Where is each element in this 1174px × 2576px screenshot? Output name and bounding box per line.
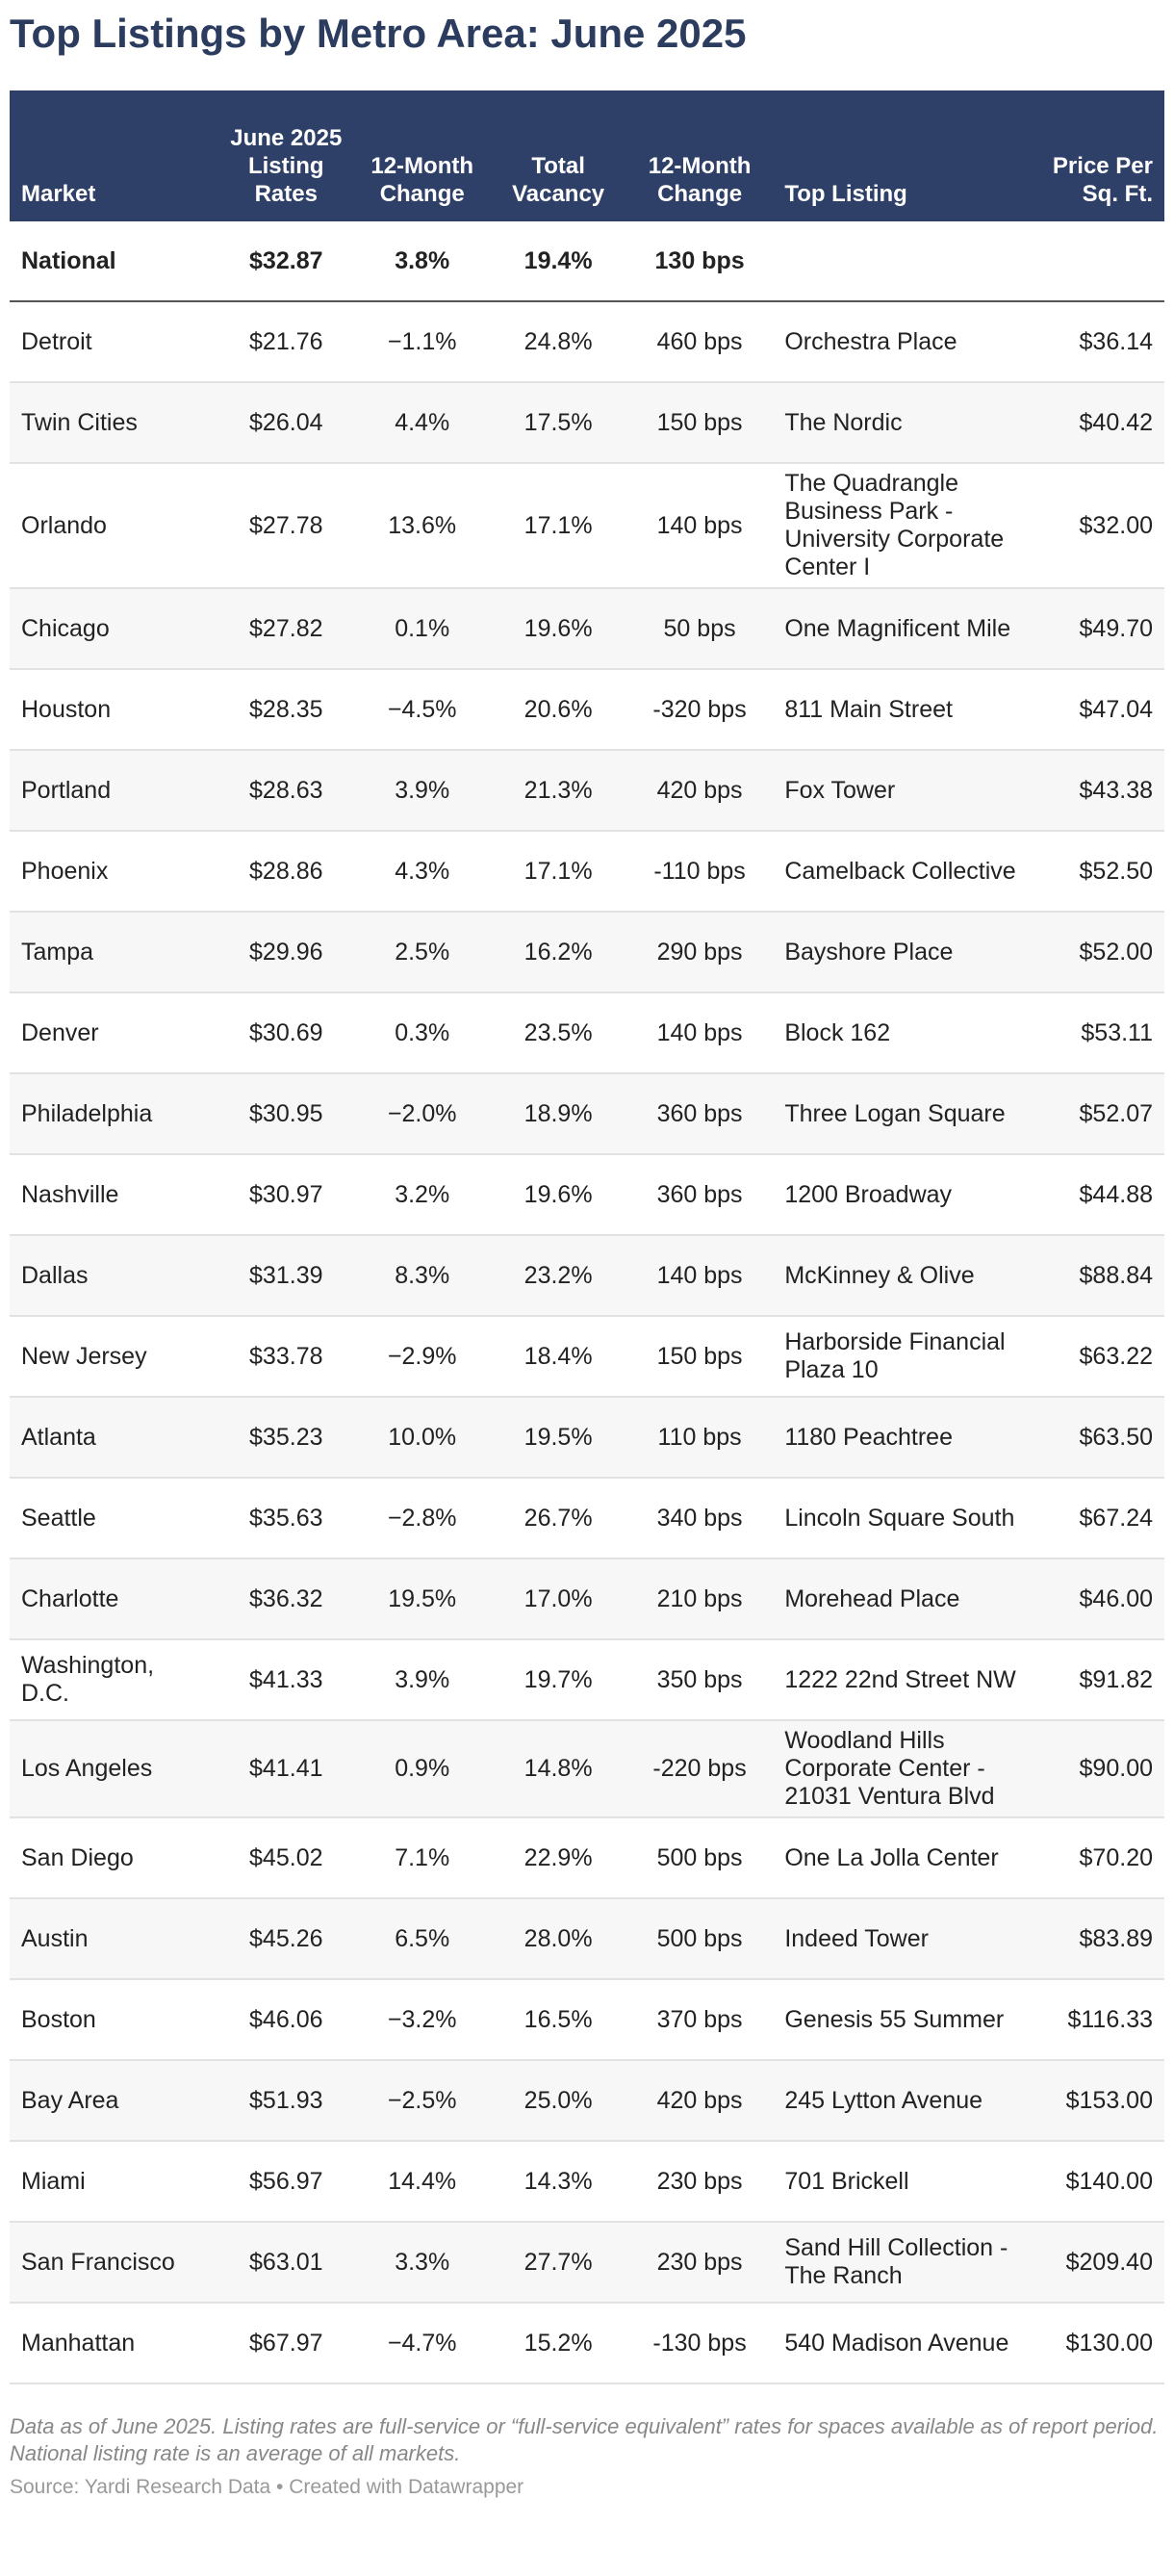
- cell-price-per-sqft: $140.00: [1036, 2141, 1164, 2222]
- cell-rate-change: 0.1%: [354, 588, 490, 669]
- cell-rate-change: 0.9%: [354, 1720, 490, 1817]
- cell-market: Atlanta: [10, 1397, 218, 1478]
- table-header-row: [10, 90, 1164, 221]
- cell-rate-change: −2.9%: [354, 1316, 490, 1397]
- table-row: [10, 1073, 1164, 1154]
- table-row: [10, 1397, 1164, 1478]
- cell-vacancy-change: 140 bps: [626, 1235, 773, 1316]
- cell-vacancy-change: -320 bps: [626, 669, 773, 750]
- cell-market: San Diego: [10, 1817, 218, 1898]
- cell-vacancy-change: 230 bps: [626, 2141, 773, 2222]
- cell-price-per-sqft: $90.00: [1036, 1720, 1164, 1817]
- cell-listing-rate: $32.87: [218, 221, 354, 301]
- cell-rate-change: 4.4%: [354, 382, 490, 463]
- header-total-vacancy[interactable]: Total Vacancy: [490, 90, 625, 221]
- table-row: [10, 1478, 1164, 1558]
- cell-vacancy-change: 140 bps: [626, 992, 773, 1073]
- cell-rate-change: 19.5%: [354, 1558, 490, 1639]
- cell-vacancy-change: 420 bps: [626, 2060, 773, 2141]
- cell-listing-rate: $41.41: [218, 1720, 354, 1817]
- cell-market: Miami: [10, 2141, 218, 2222]
- cell-total-vacancy: 21.3%: [490, 750, 625, 831]
- cell-listing-rate: $27.78: [218, 463, 354, 588]
- cell-price-per-sqft: $63.50: [1036, 1397, 1164, 1478]
- cell-vacancy-change: 340 bps: [626, 1478, 773, 1558]
- cell-rate-change: 0.3%: [354, 992, 490, 1073]
- cell-total-vacancy: 14.8%: [490, 1720, 625, 1817]
- cell-rate-change: 10.0%: [354, 1397, 490, 1478]
- table-row: [10, 1235, 1164, 1316]
- cell-vacancy-change: 130 bps: [626, 221, 773, 301]
- cell-top-listing: Bayshore Place: [773, 912, 1036, 992]
- cell-top-listing: Fox Tower: [773, 750, 1036, 831]
- cell-vacancy-change: 290 bps: [626, 912, 773, 992]
- table-row: [10, 831, 1164, 912]
- header-vacancy-change[interactable]: 12-Month Change: [626, 90, 773, 221]
- cell-vacancy-change: 500 bps: [626, 1817, 773, 1898]
- national-row: [10, 221, 1164, 301]
- cell-top-listing: 1200 Broadway: [773, 1154, 1036, 1235]
- table-body: [10, 221, 1164, 2383]
- table-row: [10, 1720, 1164, 1817]
- cell-rate-change: −2.0%: [354, 1073, 490, 1154]
- cell-top-listing: Block 162: [773, 992, 1036, 1073]
- cell-listing-rate: $46.06: [218, 1979, 354, 2060]
- cell-listing-rate: $35.63: [218, 1478, 354, 1558]
- table-row: [10, 1817, 1164, 1898]
- table-row: [10, 2303, 1164, 2383]
- cell-rate-change: 7.1%: [354, 1817, 490, 1898]
- cell-price-per-sqft: $67.24: [1036, 1478, 1164, 1558]
- cell-rate-change: 3.8%: [354, 221, 490, 301]
- cell-total-vacancy: 16.5%: [490, 1979, 625, 2060]
- cell-market: Dallas: [10, 1235, 218, 1316]
- header-listing-rates[interactable]: June 2025 Listing Rates: [218, 90, 354, 221]
- cell-price-per-sqft: $63.22: [1036, 1316, 1164, 1397]
- cell-top-listing: One Magnificent Mile: [773, 588, 1036, 669]
- cell-top-listing: Morehead Place: [773, 1558, 1036, 1639]
- cell-vacancy-change: 350 bps: [626, 1639, 773, 1720]
- cell-rate-change: 13.6%: [354, 463, 490, 588]
- cell-market: Los Angeles: [10, 1720, 218, 1817]
- cell-total-vacancy: 16.2%: [490, 912, 625, 992]
- cell-vacancy-change: -220 bps: [626, 1720, 773, 1817]
- cell-price-per-sqft: $52.50: [1036, 831, 1164, 912]
- cell-total-vacancy: 28.0%: [490, 1898, 625, 1979]
- cell-market: Denver: [10, 992, 218, 1073]
- cell-total-vacancy: 25.0%: [490, 2060, 625, 2141]
- cell-vacancy-change: 230 bps: [626, 2222, 773, 2303]
- cell-price-per-sqft: [1036, 221, 1164, 301]
- cell-total-vacancy: 19.7%: [490, 1639, 625, 1720]
- cell-total-vacancy: 19.6%: [490, 1154, 625, 1235]
- cell-rate-change: 4.3%: [354, 831, 490, 912]
- cell-listing-rate: $41.33: [218, 1639, 354, 1720]
- cell-market: Orlando: [10, 463, 218, 588]
- cell-market: Houston: [10, 669, 218, 750]
- cell-rate-change: 6.5%: [354, 1898, 490, 1979]
- cell-top-listing: Camelback Collective: [773, 831, 1036, 912]
- cell-listing-rate: $51.93: [218, 2060, 354, 2141]
- cell-listing-rate: $21.76: [218, 301, 354, 382]
- cell-rate-change: 3.9%: [354, 750, 490, 831]
- cell-price-per-sqft: $83.89: [1036, 1898, 1164, 1979]
- cell-vacancy-change: 420 bps: [626, 750, 773, 831]
- cell-price-per-sqft: $209.40: [1036, 2222, 1164, 2303]
- cell-market: Philadelphia: [10, 1073, 218, 1154]
- cell-market: National: [10, 221, 218, 301]
- table-row: [10, 1979, 1164, 2060]
- footnote: Data as of June 2025. Listing rates are full-service or “full-service equivalent” rates for spaces available as of report period. National listing rate is an average of all markets.: [10, 2414, 1159, 2465]
- cell-top-listing: McKinney & Olive: [773, 1235, 1036, 1316]
- cell-top-listing: The Nordic: [773, 382, 1036, 463]
- table-row: [10, 2141, 1164, 2222]
- page-title: Top Listings by Metro Area: June 2025: [10, 11, 747, 56]
- header-price-per-sqft[interactable]: Price Per Sq. Ft.: [1036, 90, 1164, 221]
- cell-vacancy-change: 360 bps: [626, 1154, 773, 1235]
- cell-market: Phoenix: [10, 831, 218, 912]
- cell-top-listing: Genesis 55 Summer: [773, 1979, 1036, 2060]
- cell-total-vacancy: 15.2%: [490, 2303, 625, 2383]
- cell-total-vacancy: 20.6%: [490, 669, 625, 750]
- table-row: [10, 2060, 1164, 2141]
- cell-listing-rate: $28.63: [218, 750, 354, 831]
- cell-market: Detroit: [10, 301, 218, 382]
- table-row: [10, 1639, 1164, 1720]
- table-row: [10, 382, 1164, 463]
- cell-price-per-sqft: $153.00: [1036, 2060, 1164, 2141]
- cell-total-vacancy: 27.7%: [490, 2222, 625, 2303]
- cell-listing-rate: $28.35: [218, 669, 354, 750]
- cell-rate-change: 8.3%: [354, 1235, 490, 1316]
- source-credit: Source: Yardi Research Data • Created with Datawrapper: [10, 2476, 524, 2498]
- cell-price-per-sqft: $52.00: [1036, 912, 1164, 992]
- cell-vacancy-change: 370 bps: [626, 1979, 773, 2060]
- cell-rate-change: −2.8%: [354, 1478, 490, 1558]
- cell-market: San Francisco: [10, 2222, 218, 2303]
- header-top-listing[interactable]: Top Listing: [773, 90, 1036, 221]
- cell-price-per-sqft: $70.20: [1036, 1817, 1164, 1898]
- cell-price-per-sqft: $43.38: [1036, 750, 1164, 831]
- cell-price-per-sqft: $32.00: [1036, 463, 1164, 588]
- cell-market: Bay Area: [10, 2060, 218, 2141]
- table-row: [10, 1898, 1164, 1979]
- cell-price-per-sqft: $49.70: [1036, 588, 1164, 669]
- cell-rate-change: −3.2%: [354, 1979, 490, 2060]
- cell-price-per-sqft: $52.07: [1036, 1073, 1164, 1154]
- cell-vacancy-change: 460 bps: [626, 301, 773, 382]
- cell-top-listing: One La Jolla Center: [773, 1817, 1036, 1898]
- cell-listing-rate: $29.96: [218, 912, 354, 992]
- cell-market: Twin Cities: [10, 382, 218, 463]
- listings-table: [10, 90, 1164, 2384]
- cell-rate-change: 3.3%: [354, 2222, 490, 2303]
- cell-market: Charlotte: [10, 1558, 218, 1639]
- cell-rate-change: 14.4%: [354, 2141, 490, 2222]
- cell-listing-rate: $45.26: [218, 1898, 354, 1979]
- cell-rate-change: −4.7%: [354, 2303, 490, 2383]
- cell-price-per-sqft: $53.11: [1036, 992, 1164, 1073]
- table-row: [10, 992, 1164, 1073]
- header-market[interactable]: Market: [10, 90, 218, 221]
- table-row: [10, 2222, 1164, 2303]
- cell-vacancy-change: -130 bps: [626, 2303, 773, 2383]
- cell-price-per-sqft: $40.42: [1036, 382, 1164, 463]
- cell-top-listing: 540 Madison Avenue: [773, 2303, 1036, 2383]
- cell-top-listing: 245 Lytton Avenue: [773, 2060, 1036, 2141]
- cell-vacancy-change: 110 bps: [626, 1397, 773, 1478]
- cell-rate-change: 2.5%: [354, 912, 490, 992]
- cell-vacancy-change: -110 bps: [626, 831, 773, 912]
- cell-total-vacancy: 19.5%: [490, 1397, 625, 1478]
- cell-total-vacancy: 17.1%: [490, 831, 625, 912]
- cell-vacancy-change: 150 bps: [626, 382, 773, 463]
- cell-top-listing: [773, 221, 1036, 301]
- cell-price-per-sqft: $36.14: [1036, 301, 1164, 382]
- table-row: [10, 1316, 1164, 1397]
- table-row: [10, 750, 1164, 831]
- cell-top-listing: 701 Brickell: [773, 2141, 1036, 2222]
- cell-price-per-sqft: $46.00: [1036, 1558, 1164, 1639]
- cell-vacancy-change: 500 bps: [626, 1898, 773, 1979]
- cell-market: Chicago: [10, 588, 218, 669]
- cell-total-vacancy: 14.3%: [490, 2141, 625, 2222]
- table-row: [10, 301, 1164, 382]
- cell-listing-rate: $63.01: [218, 2222, 354, 2303]
- cell-total-vacancy: 19.4%: [490, 221, 625, 301]
- cell-listing-rate: $30.97: [218, 1154, 354, 1235]
- cell-price-per-sqft: $91.82: [1036, 1639, 1164, 1720]
- cell-vacancy-change: 50 bps: [626, 588, 773, 669]
- cell-market: New Jersey: [10, 1316, 218, 1397]
- cell-vacancy-change: 140 bps: [626, 463, 773, 588]
- cell-price-per-sqft: $130.00: [1036, 2303, 1164, 2383]
- cell-market: Tampa: [10, 912, 218, 992]
- cell-price-per-sqft: $44.88: [1036, 1154, 1164, 1235]
- cell-top-listing: Three Logan Square: [773, 1073, 1036, 1154]
- cell-rate-change: −1.1%: [354, 301, 490, 382]
- header-rate-change[interactable]: 12-Month Change: [354, 90, 490, 221]
- cell-market: Boston: [10, 1979, 218, 2060]
- cell-top-listing: Sand Hill Collection - The Ranch: [773, 2222, 1036, 2303]
- cell-listing-rate: $30.95: [218, 1073, 354, 1154]
- table-row: [10, 912, 1164, 992]
- cell-top-listing: Orchestra Place: [773, 301, 1036, 382]
- cell-vacancy-change: 360 bps: [626, 1073, 773, 1154]
- cell-total-vacancy: 22.9%: [490, 1817, 625, 1898]
- cell-listing-rate: $28.86: [218, 831, 354, 912]
- cell-top-listing: Lincoln Square South: [773, 1478, 1036, 1558]
- cell-listing-rate: $33.78: [218, 1316, 354, 1397]
- cell-total-vacancy: 23.2%: [490, 1235, 625, 1316]
- cell-rate-change: −2.5%: [354, 2060, 490, 2141]
- cell-listing-rate: $35.23: [218, 1397, 354, 1478]
- cell-total-vacancy: 17.0%: [490, 1558, 625, 1639]
- table-row: [10, 588, 1164, 669]
- cell-top-listing: Indeed Tower: [773, 1898, 1036, 1979]
- cell-total-vacancy: 26.7%: [490, 1478, 625, 1558]
- table-row: [10, 1558, 1164, 1639]
- cell-market: Seattle: [10, 1478, 218, 1558]
- cell-top-listing: 1222 22nd Street NW: [773, 1639, 1036, 1720]
- cell-market: Nashville: [10, 1154, 218, 1235]
- cell-listing-rate: $45.02: [218, 1817, 354, 1898]
- cell-top-listing: Harborside Financial Plaza 10: [773, 1316, 1036, 1397]
- cell-top-listing: 811 Main Street: [773, 669, 1036, 750]
- cell-rate-change: 3.2%: [354, 1154, 490, 1235]
- cell-listing-rate: $56.97: [218, 2141, 354, 2222]
- cell-total-vacancy: 18.4%: [490, 1316, 625, 1397]
- cell-listing-rate: $67.97: [218, 2303, 354, 2383]
- cell-top-listing: Woodland Hills Corporate Center - 21031 Ventura Blvd: [773, 1720, 1036, 1817]
- cell-total-vacancy: 18.9%: [490, 1073, 625, 1154]
- cell-top-listing: The Quadrangle Business Park - University Corporate Center I: [773, 463, 1036, 588]
- cell-total-vacancy: 17.5%: [490, 382, 625, 463]
- cell-price-per-sqft: $47.04: [1036, 669, 1164, 750]
- cell-market: Washington, D.C.: [10, 1639, 218, 1720]
- cell-vacancy-change: 210 bps: [626, 1558, 773, 1639]
- cell-total-vacancy: 23.5%: [490, 992, 625, 1073]
- cell-rate-change: 3.9%: [354, 1639, 490, 1720]
- cell-market: Portland: [10, 750, 218, 831]
- cell-listing-rate: $27.82: [218, 588, 354, 669]
- cell-rate-change: −4.5%: [354, 669, 490, 750]
- cell-listing-rate: $30.69: [218, 992, 354, 1073]
- cell-market: Austin: [10, 1898, 218, 1979]
- cell-market: Manhattan: [10, 2303, 218, 2383]
- cell-listing-rate: $36.32: [218, 1558, 354, 1639]
- cell-total-vacancy: 24.8%: [490, 301, 625, 382]
- cell-total-vacancy: 19.6%: [490, 588, 625, 669]
- cell-listing-rate: $31.39: [218, 1235, 354, 1316]
- cell-price-per-sqft: $88.84: [1036, 1235, 1164, 1316]
- cell-vacancy-change: 150 bps: [626, 1316, 773, 1397]
- table-row: [10, 1154, 1164, 1235]
- cell-total-vacancy: 17.1%: [490, 463, 625, 588]
- cell-top-listing: 1180 Peachtree: [773, 1397, 1036, 1478]
- cell-listing-rate: $26.04: [218, 382, 354, 463]
- cell-price-per-sqft: $116.33: [1036, 1979, 1164, 2060]
- table-row: [10, 463, 1164, 588]
- table-row: [10, 669, 1164, 750]
